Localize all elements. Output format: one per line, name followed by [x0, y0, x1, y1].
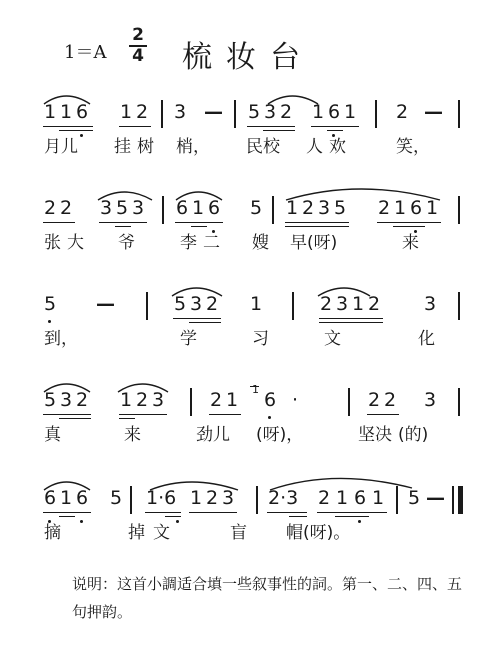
note: 2 — [280, 101, 293, 123]
barline — [272, 196, 274, 224]
note: 6 — [76, 487, 89, 509]
barline — [256, 486, 258, 514]
note: 5 — [44, 389, 57, 411]
lyric: 盲 — [230, 523, 247, 543]
barline — [161, 100, 163, 128]
lyrics-row — [0, 518, 500, 544]
note: 6 — [264, 389, 277, 411]
note: 2 — [76, 389, 89, 411]
lyric: 挂树 — [114, 137, 160, 157]
note: 1 — [372, 487, 385, 509]
barline — [458, 292, 460, 320]
time-signature: 2 4 — [128, 26, 148, 66]
lyric: 人欢 — [306, 137, 352, 157]
barline — [292, 292, 294, 320]
note: 3 — [318, 197, 331, 219]
note: 1·6 — [146, 487, 177, 509]
system-3 — [0, 280, 500, 350]
lyrics-row — [0, 420, 500, 446]
dash: — — [96, 293, 115, 315]
note: 3 — [100, 197, 113, 219]
barline — [458, 388, 460, 416]
note: 2 — [206, 293, 219, 315]
note: 2 — [136, 389, 149, 411]
notation-row — [0, 376, 500, 422]
note: 3 — [174, 101, 187, 123]
note: 3 — [152, 389, 165, 411]
lyric: 劲儿 — [196, 425, 230, 445]
note: 5 — [248, 101, 261, 123]
note: 2 — [318, 487, 331, 509]
note: 1 — [192, 197, 205, 219]
barline — [162, 196, 164, 224]
note: 1 — [60, 101, 73, 123]
note: 5 — [174, 293, 187, 315]
notation-row — [0, 184, 500, 230]
lyric: 学 — [180, 329, 197, 349]
note: 2 — [302, 197, 315, 219]
note: 1 — [250, 293, 263, 315]
note: 2 — [384, 389, 397, 411]
note: 2 — [44, 197, 57, 219]
grace-note: 1 — [252, 383, 259, 396]
note: 1 — [336, 487, 349, 509]
lyrics-row — [0, 324, 500, 350]
note: 6 — [76, 101, 89, 123]
note: 2·3 — [268, 487, 299, 509]
note: 1 — [60, 487, 73, 509]
lyric: 嫂 — [252, 233, 269, 253]
barline — [375, 100, 377, 128]
system-1 — [0, 88, 500, 158]
system-4 — [0, 376, 500, 446]
barline — [234, 100, 236, 128]
dash: — — [204, 101, 223, 123]
note: 6 — [208, 197, 221, 219]
lyric: 张大 — [44, 233, 90, 253]
note: 2 — [136, 101, 149, 123]
note: 6 — [354, 487, 367, 509]
barline — [458, 196, 460, 224]
dash: — — [424, 101, 443, 123]
note: 1 — [352, 293, 365, 315]
note: 2 — [396, 101, 409, 123]
barline — [130, 486, 132, 514]
lyric: 习 — [252, 329, 269, 349]
lyric: 梢， — [176, 137, 210, 157]
lyric: 到， — [44, 329, 78, 349]
key-signature: 1＝A — [64, 42, 107, 63]
note: 1 — [286, 197, 299, 219]
note: 5 — [44, 293, 57, 315]
lyric: 月儿 — [44, 137, 78, 157]
lyric: 摘 — [44, 523, 61, 543]
barline — [458, 100, 460, 128]
song-title: 梳妆台 — [182, 40, 314, 75]
dash: — — [426, 487, 445, 509]
note: 3 — [264, 101, 277, 123]
lyric: 帽(呀)。 — [286, 523, 351, 543]
note: 3 — [424, 389, 437, 411]
barline — [146, 292, 148, 320]
note: 6 — [176, 197, 189, 219]
lyric: 文 — [324, 329, 341, 349]
lyric: (呀)， — [256, 425, 304, 445]
barline — [190, 388, 192, 416]
note: 6 — [410, 197, 423, 219]
note: 2 — [210, 389, 223, 411]
note: 2 — [206, 487, 219, 509]
note: 1 — [344, 101, 357, 123]
footnote: 说明：这首小調适合填一些叙事性的詞。第一、二、四、五句押韵。 — [72, 575, 463, 621]
notation-row — [0, 88, 500, 134]
lyric: 民校 — [246, 137, 280, 157]
score-header — [0, 24, 500, 74]
note: 2 — [320, 293, 333, 315]
final-barline — [458, 486, 463, 514]
note: 3 — [190, 293, 203, 315]
lyric: (的) — [398, 425, 429, 445]
barline — [396, 486, 398, 514]
notation-row — [0, 280, 500, 326]
lyric: 化 — [418, 329, 435, 349]
lyric: 来 — [124, 425, 141, 445]
note: 1 — [120, 101, 133, 123]
note: 1 — [190, 487, 203, 509]
notation-row — [0, 474, 500, 520]
note: 1 — [226, 389, 239, 411]
note: 3 — [60, 389, 73, 411]
lyric: 掉文 — [128, 523, 178, 543]
lyric: 坚决 — [358, 425, 392, 445]
note: 6 — [44, 487, 57, 509]
note: 3 — [132, 197, 145, 219]
note: 5 — [110, 487, 123, 509]
lyrics-row — [0, 228, 500, 254]
dot-mark: · — [292, 389, 299, 411]
note: 1 — [120, 389, 133, 411]
system-5 — [0, 474, 500, 544]
note: 3 — [222, 487, 235, 509]
note: 5 — [334, 197, 347, 219]
note: 1 — [44, 101, 57, 123]
note: 5 — [116, 197, 129, 219]
lyric: 爷 — [118, 233, 135, 253]
note: 3 — [336, 293, 349, 315]
note: 3 — [424, 293, 437, 315]
note: 2 — [60, 197, 73, 219]
note: 5 — [250, 197, 263, 219]
barline — [348, 388, 350, 416]
note: 2 — [378, 197, 391, 219]
lyric: 来 — [402, 233, 419, 253]
lyric: 真 — [44, 425, 61, 445]
note: 2 — [368, 293, 381, 315]
system-2 — [0, 184, 500, 254]
lyric: 李二 — [180, 233, 226, 253]
lyric: 笑， — [396, 137, 430, 157]
lyrics-row — [0, 132, 500, 158]
note: 1 — [312, 101, 325, 123]
note: 2 — [368, 389, 381, 411]
note: 1 — [394, 197, 407, 219]
note: 6 — [328, 101, 341, 123]
barline — [452, 486, 454, 514]
lyric: 早(呀) — [290, 233, 338, 253]
note: 5 — [408, 487, 421, 509]
note: 1 — [426, 197, 439, 219]
